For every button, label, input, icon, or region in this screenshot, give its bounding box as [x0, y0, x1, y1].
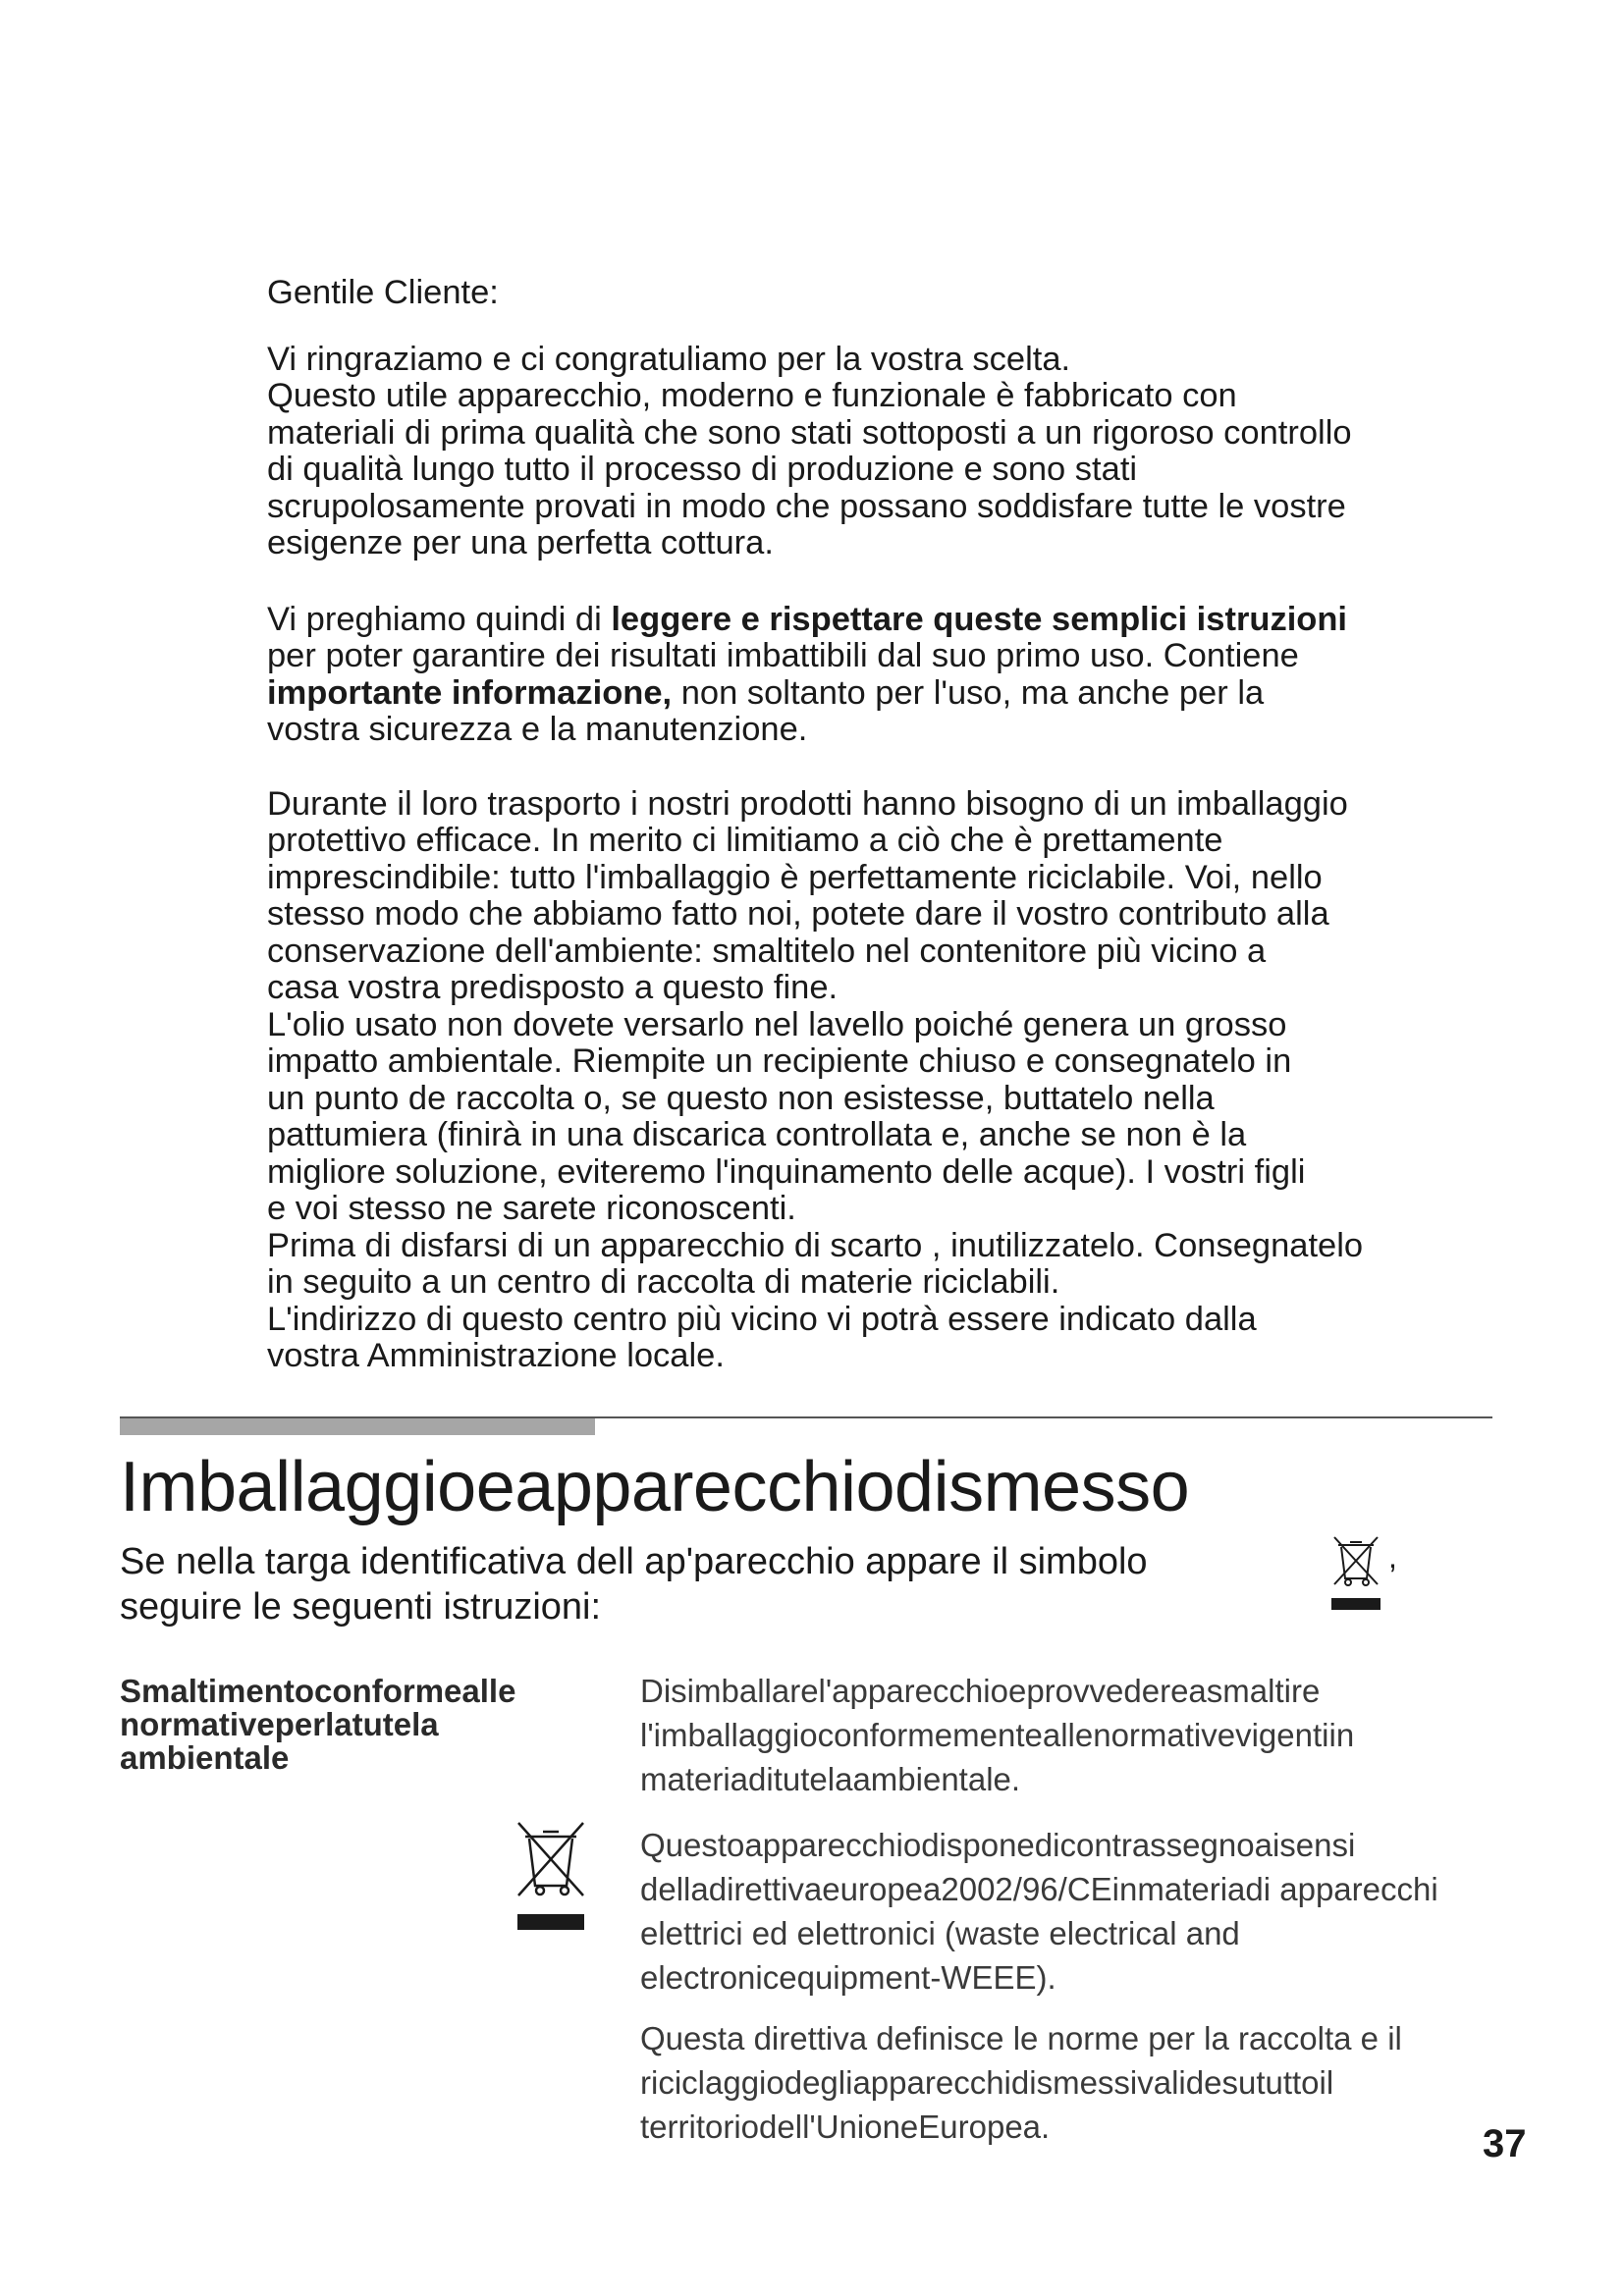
subtitle-comma: , — [1388, 1539, 1397, 1575]
text-line: Prima di disfarsi di un apparecchio di scarto , inutilizzatelo. Consegnatelo — [267, 1226, 1364, 1264]
text-line: non soltanto per l'uso, ma anche per la — [672, 673, 1265, 712]
heading-line: ambientale — [120, 1739, 290, 1776]
text-line: imprescindibile: tutto l'imballaggio è perfettamente riciclabile. Voi, nello — [267, 858, 1323, 896]
text-line: vostra sicurezza e la manutenzione. — [267, 711, 808, 748]
text-line: Questo utile apparecchio, moderno e funzionale è fabbricato con — [267, 377, 1237, 414]
disposal-heading — [120, 1675, 581, 1775]
text-line: stesso modo che abbiamo fatto noi, potete dare il vostro contributo alla — [267, 895, 1329, 933]
weee-bin-icon — [514, 1819, 588, 1935]
text-line: pattumiera (finirà in una discarica controllata e, anche se non è la — [267, 1116, 1247, 1153]
subtitle-line: Se nella targa identificativa dell ap'parecchio appare il simbolo — [120, 1541, 1148, 1582]
text-line: Durante il loro trasporto i nostri prodotti hanno bisogno di un imballaggio — [267, 784, 1348, 823]
intro-paragraph-1 — [267, 342, 1406, 562]
weee-bin-icon — [1330, 1533, 1381, 1614]
text-line: e voi stesso ne sarete riconoscenti. — [267, 1190, 796, 1227]
section-divider-accent — [120, 1418, 595, 1435]
salutation: Gentile Cliente: — [267, 274, 499, 311]
text-line: un punto de raccolta o, se questo non esistesse, buttatelo nella — [267, 1079, 1215, 1117]
text-line: migliore soluzione, eviteremo l'inquinamento delle acque). I vostri figli — [267, 1152, 1306, 1191]
text-line: per poter garantire dei risultati imbattibili dal suo primo uso. Contiene — [267, 637, 1299, 674]
text-line: esigenze per una perfetta cottura. — [267, 524, 774, 561]
section-title: Imballaggioeapparecchiodismesso — [120, 1448, 1190, 1526]
text-line: impatto ambientale. Riempite un recipiente chiuso e consegnatelo in — [267, 1042, 1292, 1080]
bold-important: importante informazione, — [267, 673, 673, 712]
disposal-text — [640, 1669, 1504, 2165]
text-line: Vi preghiamo quindi di — [267, 600, 612, 638]
intro-paragraph-2 — [267, 602, 1406, 749]
text-line: protettivo efficace. In merito ci limitiamo a ciò che è prettamente — [267, 822, 1223, 859]
text-line: di qualità lungo tutto il processo di produzione e sono stati — [267, 451, 1138, 488]
disposal-paragraph: Questoapparecchiodisponedicontrassegnoaisensi delladirettivaeuropea2002/96/CEinmateriadi apparecchi elettrici ed elettronici (waste electrical and electronicequipment-WEEE). — [640, 1827, 1438, 1996]
text-line: Vi ringraziamo e ci congratuliamo per la vostra scelta. — [267, 340, 1071, 378]
text-line: scrupolosamente provati in modo che possano soddisfare tutte le vostre — [267, 487, 1346, 525]
heading-line: normativeperlatutela — [120, 1706, 439, 1742]
text-line: casa vostra predisposto a questo fine. — [267, 969, 839, 1006]
bold-instruction: leggere e rispettare queste semplici istruzioni — [611, 600, 1348, 638]
intro-paragraph-3 — [267, 786, 1406, 1375]
text-line: conservazione dell'ambiente: smaltitelo nel contenitore più vicino a — [267, 932, 1267, 970]
intro-text — [267, 275, 1406, 1375]
disposal-paragraph: Questa direttiva definisce le norme per la raccolta e il riciclaggiodegliapparecchidismessivalidesututtoil territoriodell'UnioneEuropea. — [640, 2020, 1402, 2145]
text-line: materiali di prima qualità che sono stati sottoposti a un rigoroso controllo — [267, 413, 1352, 452]
text-line: L'indirizzo di questo centro più vicino vi potrà essere indicato dalla — [267, 1300, 1257, 1338]
disposal-paragraph: Disimballarel'apparecchioeprovvedereasmaltire l'imballaggioconformementeallenormativevigentiin materiaditutelaambientale. — [640, 1673, 1355, 1797]
text-line: in seguito a un centro di raccolta di materie riciclabili. — [267, 1263, 1060, 1301]
section-subtitle — [120, 1539, 1298, 1629]
text-line: L'olio usato non dovete versarlo nel lavello poiché genera un grosso — [267, 1005, 1287, 1043]
heading-line: Smaltimentoconformealle — [120, 1673, 516, 1709]
subtitle-line: seguire le seguenti istruzioni: — [120, 1586, 602, 1628]
page-number: 37 — [1483, 2122, 1527, 2165]
text-line: vostra Amministrazione locale. — [267, 1337, 725, 1374]
